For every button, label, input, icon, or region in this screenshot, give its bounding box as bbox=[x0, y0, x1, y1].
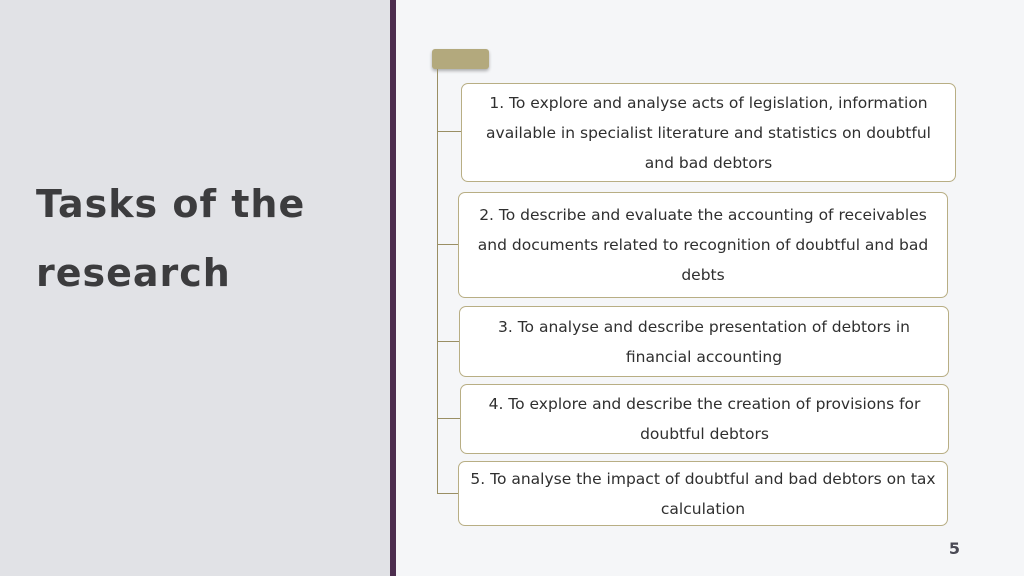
task-box-4 bbox=[460, 384, 949, 454]
task-text: 2. To describe and evaluate the accounting of receivables and documents related to recognition of doubtful and bad debts bbox=[477, 206, 929, 284]
task-text: 5. To analyse the impact of doubtful and bad debtors on tax calculation bbox=[470, 469, 936, 518]
hierarchy-connector-branch bbox=[437, 493, 458, 494]
vertical-divider bbox=[390, 0, 396, 576]
task-text: 3. To analyse and describe presentation of debtors in financial accounting bbox=[497, 317, 911, 366]
hierarchy-connector-branch bbox=[437, 244, 458, 245]
task-box-1 bbox=[461, 83, 956, 182]
slide-title: Tasks of the research bbox=[36, 182, 306, 295]
hierarchy-connector-trunk bbox=[437, 69, 438, 494]
task-box-5 bbox=[458, 461, 948, 526]
hierarchy-connector-branch bbox=[437, 131, 461, 132]
task-box-3 bbox=[459, 306, 949, 377]
task-text: 4. To explore and describe the creation of provisions for doubtful debtors bbox=[488, 395, 921, 443]
hierarchy-root-node bbox=[432, 49, 489, 69]
task-text: 1. To explore and analyse acts of legislation, information available in specialist literature and statistics on doubtful and bad debtors bbox=[486, 93, 931, 172]
hierarchy-connector-branch bbox=[437, 418, 460, 419]
task-box-2 bbox=[458, 192, 948, 298]
hierarchy-connector-branch bbox=[437, 341, 459, 342]
page-number: 5 bbox=[948, 539, 960, 558]
